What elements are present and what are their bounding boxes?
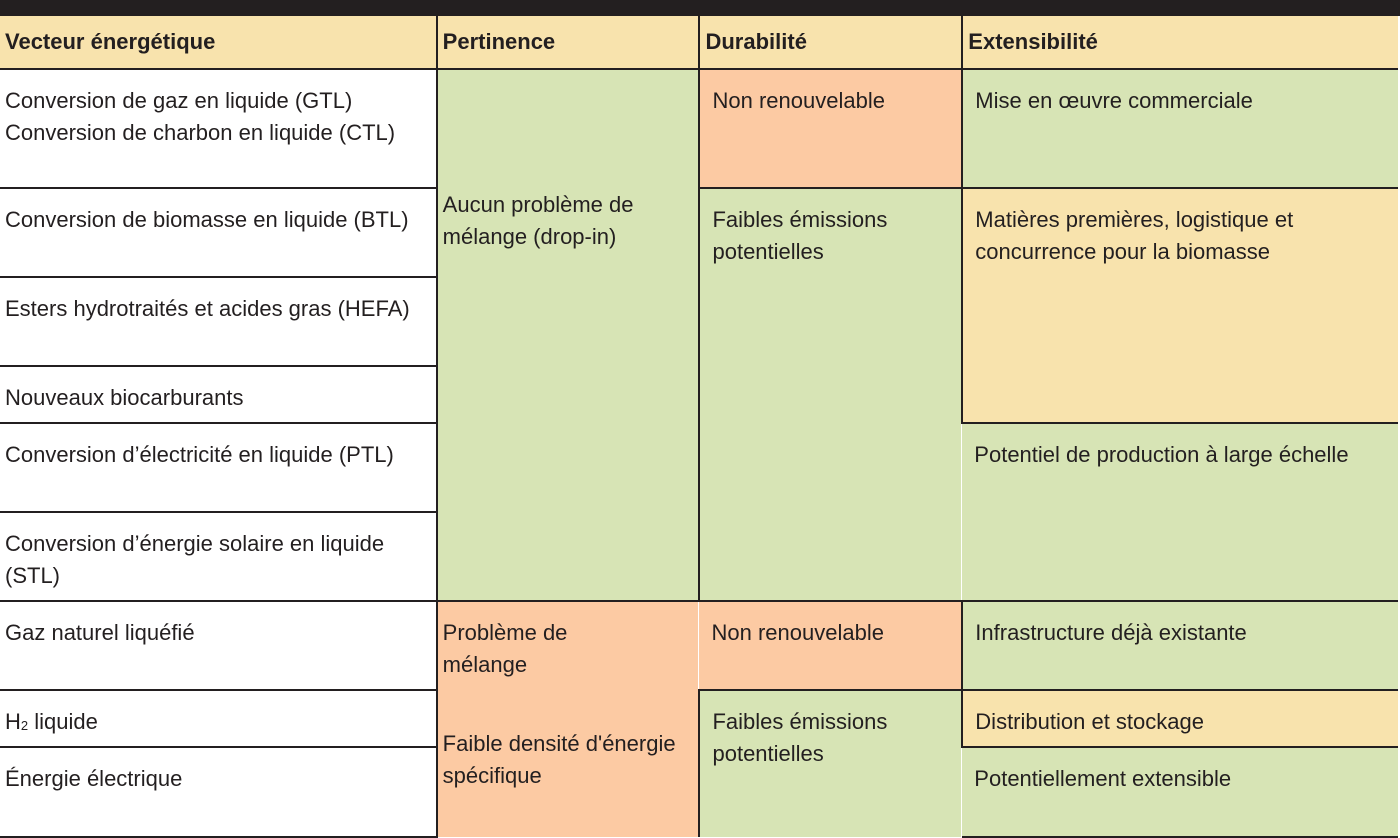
pertinence-melange <box>437 601 700 837</box>
row-label-hefa: Esters hydrotraités et acides gras (HEFA) <box>0 277 437 366</box>
row-label-btl: Conversion de biomasse en liquide (BTL) <box>0 188 437 277</box>
extensibilite-distribution: Distribution et stockage <box>962 690 1398 747</box>
header-extensibilite: Extensibilité <box>962 16 1398 69</box>
row-label-ptl: Conversion d’électricité en liquide (PTL) <box>0 423 437 512</box>
table-row <box>0 690 1398 747</box>
row-label-electrique: Énergie électrique <box>0 747 437 837</box>
table-row <box>0 69 1398 188</box>
durabilite-faibles-2: Faibles émissions potentielles <box>699 690 962 837</box>
energy-vector-table <box>0 16 1398 838</box>
extensibilite-extensible: Potentiellement extensible <box>962 747 1398 837</box>
row-label-gtl-ctl: Conversion de gaz en liquide (GTL) Conversion de charbon en liquide (CTL) <box>0 69 437 188</box>
extensibilite-commerciale: Mise en œuvre commerciale <box>962 69 1398 188</box>
extensibilite-matieres: Matières premières, logistique et concurrence pour la biomasse <box>962 188 1398 423</box>
h2-suffix: liquide <box>28 709 98 734</box>
durabilite-non-renouvelable-2: Non renouvelable <box>699 601 962 690</box>
h2-subscript: 2 <box>20 718 29 733</box>
header-vecteur: Vecteur énergétique <box>0 16 437 69</box>
extensibilite-potentiel: Potentiel de production à large échelle <box>962 423 1398 601</box>
row-label-nouveaux: Nouveaux biocarburants <box>0 366 437 423</box>
durabilite-faibles-1: Faibles émissions potentielles <box>699 188 962 601</box>
durabilite-non-renouvelable-1: Non renouvelable <box>699 69 962 188</box>
row-label-stl: Conversion d’énergie solaire en liquide (STL) <box>0 512 437 601</box>
header-row <box>0 16 1398 69</box>
pertinence-melange-label: Problème de mélange <box>442 620 568 677</box>
top-rule <box>0 0 1400 16</box>
pertinence-dropin <box>437 69 700 601</box>
extensibilite-infrastructure: Infrastructure déjà existante <box>962 601 1398 690</box>
row-label-h2 <box>0 690 437 747</box>
pertinence-densite-label: Faible densité d'énergie spécifique <box>442 731 676 788</box>
row-label-gnl: Gaz naturel liquéfié <box>0 601 437 690</box>
table-row <box>0 601 1398 690</box>
header-durabilite: Durabilité <box>699 16 962 69</box>
header-pertinence: Pertinence <box>437 16 700 69</box>
h2-prefix: H <box>5 709 21 734</box>
pertinence-dropin-label: Aucun problème de mélange (drop-in) <box>442 192 634 249</box>
table-row <box>0 188 1398 277</box>
